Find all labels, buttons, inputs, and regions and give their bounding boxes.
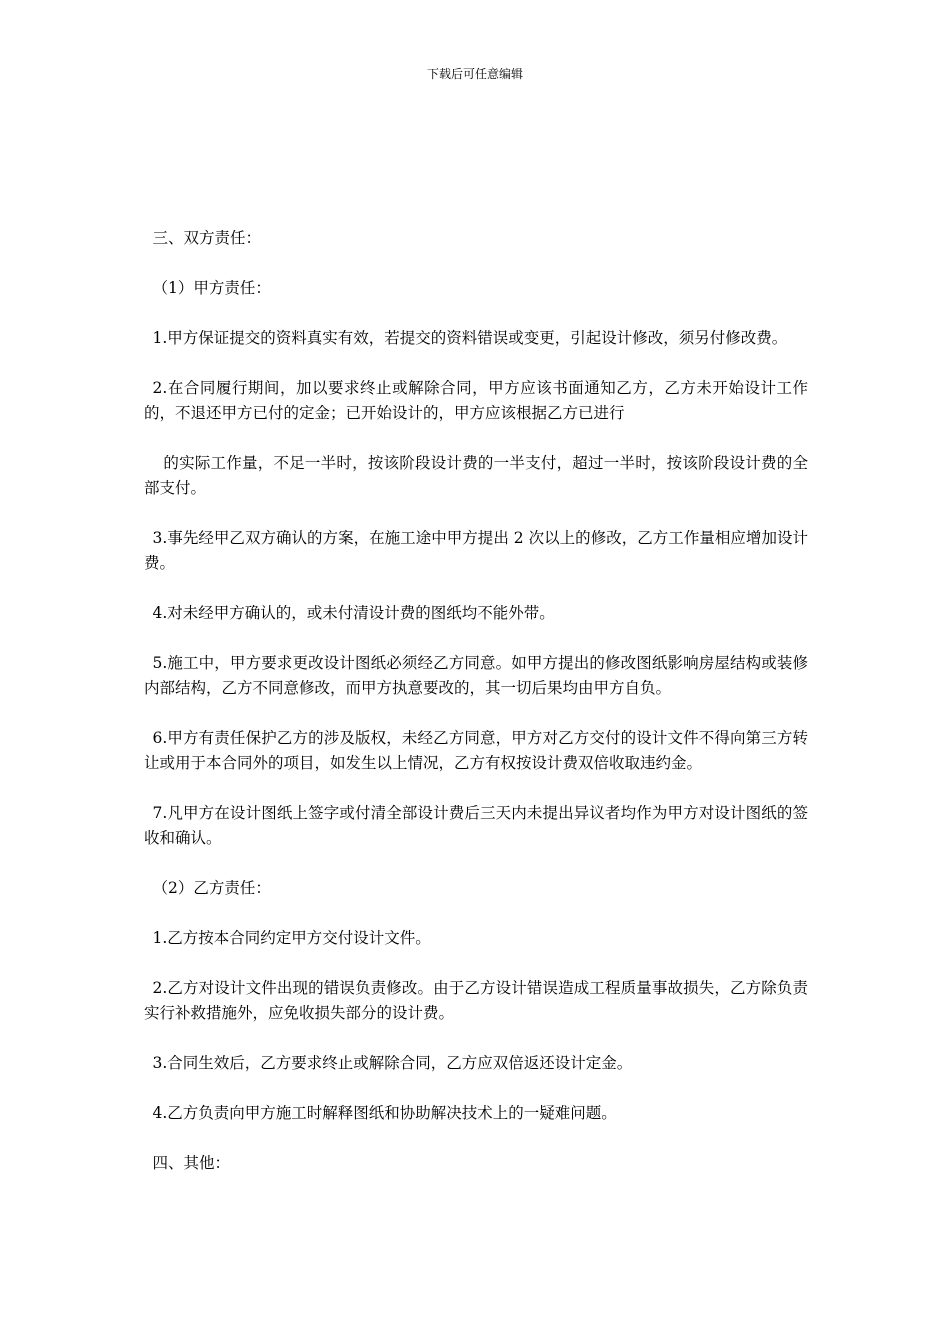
party-b-clause-2: 2.乙方对设计文件出现的错误负责修改。由于乙方设计错误造成工程质量事故损失，乙方除负责实行补救措施外，应免收损失部分的设计费。 (144, 979, 808, 1022)
party-a-clause-5: 5.施工中，甲方要求更改设计图纸必须经乙方同意。如甲方提出的修改图纸影响房屋结构或装修内部结构，乙方不同意修改，而甲方执意要改的，其一切后果均由甲方自负。 (144, 654, 808, 697)
party-a-clause-7: 7.凡甲方在设计图纸上签字或付清全部设计费后三天内未提出异议者均作为甲方对设计图纸的签收和确认。 (144, 804, 808, 847)
party-b-clause-3: 3.合同生效后，乙方要求终止或解除合同，乙方应双倍返还设计定金。 (152, 1054, 633, 1072)
party-a-clause-1: 1.甲方保证提交的资料真实有效，若提交的资料错误或变更，引起设计修改，须另付修改费。 (152, 329, 788, 347)
document-body (144, 226, 808, 1201)
party-a-clause-2: 2.在合同履行期间，加以要求终止或解除合同，甲方应该书面通知乙方，乙方未开始设计工作的，不退还甲方已付的定金；已开始设计的，甲方应该根据乙方已进行 (144, 379, 808, 422)
section-heading-responsibilities: 三、双方责任： (152, 229, 262, 247)
party-a-clause-3: 3.事先经甲乙双方确认的方案，在施工途中甲方提出 2 次以上的修改，乙方工作量相应增加设计费。 (144, 529, 808, 572)
party-a-clause-2-continued: 的实际工作量，不足一半时，按该阶段设计费的一半支付，超过一半时，按该阶段设计费的全部支付。 (144, 454, 808, 497)
party-a-clause-6: 6.甲方有责任保护乙方的涉及版权，未经乙方同意，甲方对乙方交付的设计文件不得向第三方转让或用于本合同外的项目，如发生以上情况，乙方有权按设计费双倍收取违约金。 (144, 729, 808, 772)
subsection-heading-party-a: （1）甲方责任： (152, 279, 271, 297)
party-a-clause-4: 4.对未经甲方确认的，或未付清设计费的图纸均不能外带。 (152, 604, 555, 622)
page-header: 下载后可任意编辑 (426, 67, 523, 81)
subsection-heading-party-b: （2）乙方责任： (152, 879, 271, 897)
party-b-clause-4: 4.乙方负责向甲方施工时解释图纸和协助解决技术上的一疑难问题。 (152, 1104, 617, 1122)
party-b-clause-1: 1.乙方按本合同约定甲方交付设计文件。 (152, 929, 431, 947)
section-heading-other: 四、其他： (152, 1154, 231, 1172)
